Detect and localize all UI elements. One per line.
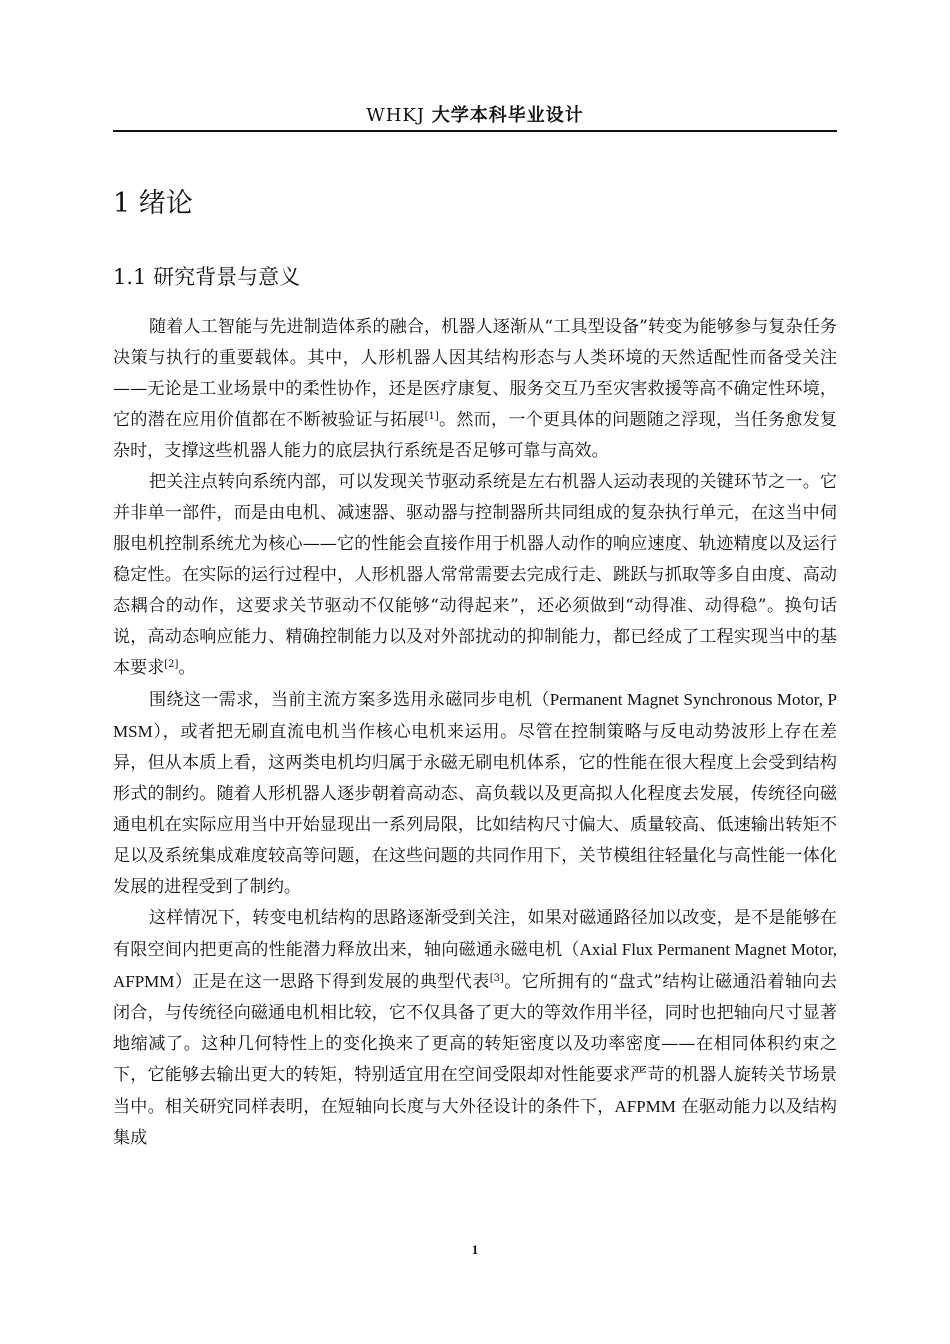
paragraph-text: 。它所拥有的“盘式”结构让磁通沿着轴向去闭合，与传统径向磁通电机相比较，它不仅具备了更大的等效作用半径，同时也把轴向尺寸显著地缩减了。这种几何特性上的变化换来了更高的转矩密度以及功率密度——在相同体积约束之下，它能够去输出更大的转矩，特别适宜用在空间受限却对性能要求严苛的机器人旋转关节场景当中。相关研究同样表明，在短轴向长度与大外径设计的条件下， — [113, 972, 837, 1117]
paragraph — [113, 684, 837, 903]
header-latin-text: WHKJ — [366, 105, 426, 126]
paragraph-text: 围绕这一需求，当前主流方案多选用永磁同步电机（ — [149, 690, 550, 710]
paragraph-text: 。然而，一个更具体的问题随之浮现，当任务愈发复杂时，支撑这些机器人能力的底层执行系统是否足够可靠与高效。 — [113, 410, 838, 461]
citation-ref: [2] — [164, 659, 179, 670]
paragraph-latin-term: Axial Flux Permanent Magnet Motor, AFPMM — [113, 940, 837, 991]
paragraph — [113, 903, 837, 1154]
paragraph-text: 在驱动能力以及结构集成 — [113, 1097, 837, 1148]
paragraph — [113, 312, 837, 467]
paragraph — [113, 467, 837, 684]
citation-ref: [3] — [489, 973, 504, 984]
header-rule — [113, 130, 837, 132]
chapter-title: 1 绪论 — [113, 188, 193, 219]
running-header — [113, 103, 837, 129]
paragraph-latin-term: Permanent Magnet Synchronous Motor, PMSM — [113, 690, 837, 741]
header-chinese-text: 大学本科毕业设计 — [431, 105, 584, 126]
body-text — [113, 312, 837, 1154]
citation-ref: [1] — [424, 411, 439, 422]
paragraph-text: ）正是在这一思路下得到发展的典型代表 — [174, 972, 490, 992]
page-number: 1 — [471, 1242, 479, 1257]
paragraph-latin-term: AFPMM — [614, 1097, 676, 1116]
paragraph-text: 这样情况下，转变电机结构的思路逐渐受到关注，如果对磁通路径加以改变，是不是能够在有限空间内把更高的性能潜力释放出来，轴向磁通永磁电机（ — [113, 908, 837, 960]
paragraph-text: 。 — [178, 658, 196, 678]
paragraph-text: 把关注点转向系统内部，可以发现关节驱动系统是左右机器人运动表现的关键环节之一。它并非单一部件，而是由电机、减速器、驱动器与控制器所共同组成的复杂执行单元，在这当中伺服电机控制系统尤为核心——它的性能会直接作用于机器人动作的响应速度、轨迹精度以及运行稳定性。在实际的运行过程中，人形机器人常常需要去完成行走、跳跃与抓取等多自由度、高动态耦合的动作，这要求关节驱动不仅能够“动得起来”，还必须做到“动得准、动得稳”。换句话说，高动态响应能力、精确控制能力以及对外部扰动的抑制能力，都已经成了工程实现当中的基本要求 — [113, 472, 837, 678]
paragraph-text: 随着人工智能与先进制造体系的融合，机器人逐渐从“工具型设备”转变为能够参与复杂任务决策与执行的重要载体。其中，人形机器人因其结构形态与人类环境的天然适配性而备受关注——无论是工业场景中的柔性协作，还是医疗康复、服务交互乃至灾害救援等高不确定性环境，它的潜在应用价值都在不断被验证与拓展 — [113, 317, 837, 430]
paragraph-text: ），或者把无刷直流电机当作核心电机来运用。尽管在控制策略与反电动势波形上存在差异，但从本质上看，这两类电机均归属于永磁无刷电机体系，它的性能在很大程度上会受到结构形式的制约。随着人形机器人逐步朝着高动态、高负载以及更高拟人化程度去发展，传统径向磁通电机在实际应用当中开始显现出一系列局限，比如结构尺寸偏大、质量较高、低速输出转矩不足以及系统集成难度较高等问题，在这些问题的共同作用下，关节模组往轻量化与高性能一体化发展的进程受到了制约。 — [113, 722, 837, 897]
section-title: 1.1 研究背景与意义 — [113, 265, 301, 289]
